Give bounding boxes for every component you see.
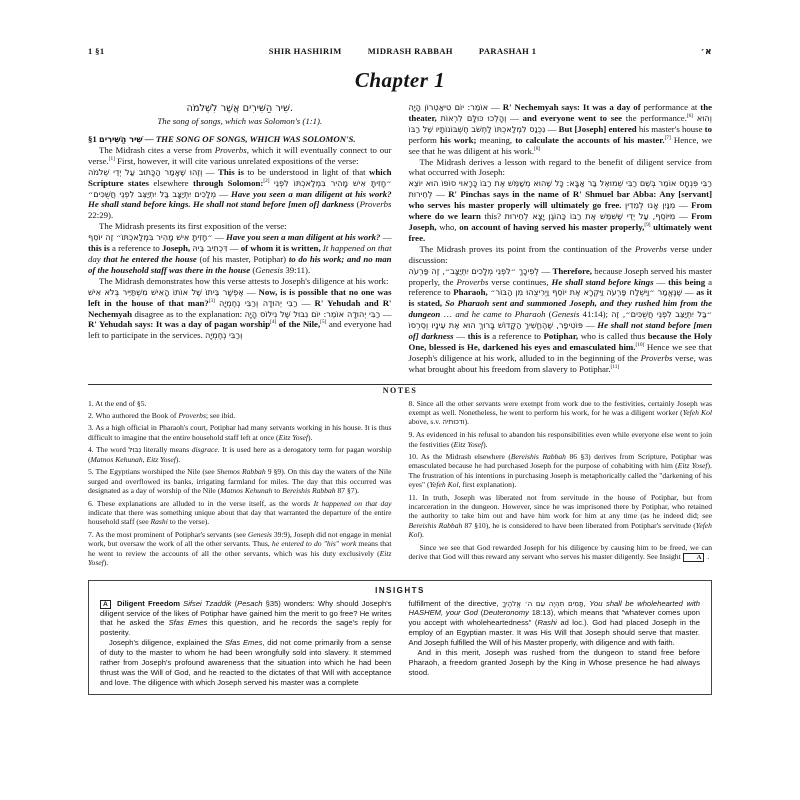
chapter-title: Chapter 1: [354, 68, 446, 92]
notes-left-column: [88, 399, 392, 571]
note: 8. Since all the other servants were exempt from work due to the festivities, certainly Joseph was exempt as well. Nonetheless, he went to perform his work, for he was a diligent worker (Yefeh Kol above, s.v. ודכותיה).: [408, 398, 713, 427]
note: 6. These explanations are alluded to in the verse itself, as the words It happened on that day indicate that there was something unique about that day that warranted the departure of the entire household staff (see Rashi to the verse).: [88, 498, 392, 527]
paragraph: The Midrash proves its point from the continuation of the Proverbs verse under discussion:: [408, 243, 713, 265]
paragraph: ״חָזִיתָ אִישׁ מָהִיר בִּמְלַאכְתּוֹ״ זֶה יוֹסֵף — Have you seen a man diligent at his work? — this is a reference to Joseph, דִּכְתִיב בֵּיהּ — of whom it is written, It happened on that day that he entered the house (of his master, Potiphar) to do his work; and no man of the household staff was there in the house (Genesis 39:11).: [88, 232, 392, 275]
running-head-parashah: PARASHAH 1: [478, 46, 537, 56]
paragraph: The Midrash derives a lesson with regard to the benefit of diligent service from what occurred with Joseph:: [408, 156, 712, 178]
paragraph: The Midrash demonstrates how this verse attests to Joseph's diligence at his work:: [99, 275, 389, 286]
main-right-column: [409, 102, 713, 375]
running-head-title: [256, 46, 550, 56]
notes-right-column: [409, 399, 713, 571]
paragraph: The Midrash presents its first exposition of the verse:: [99, 221, 287, 232]
insights-box: [88, 580, 712, 696]
paragraph: וְזֶהוּ שֶׁאָמַר הַכָּתוּב עַל יְדֵי שְׁלֹמֹה — This is to be understood in light of that which Scripture states elsewhere through Solomon:[2] ״חָזִיתָ אִישׁ מָהִיר בִּמְלַאכְתּוֹ לִפְנֵי מְלָכִים יִתְיַצָּב בַּל יִתְיַצֵּב לִפְנֵי חֲשֻׁכִּים״ — Have you seen a man diligent at his work? He shall stand before kings. He shall not stand before [men of] darkness (Proverbs 22:29).: [88, 166, 392, 221]
note: 3. As a high official in Pharaoh's court, Potiphar had many servants working in his house. It is thus difficult to imagine that the entire household staff left at once (Eitz Yosef).: [88, 423, 392, 442]
notes-heading: NOTES: [382, 385, 418, 395]
running-head-book: SHIR HASHIRIM: [268, 46, 342, 56]
running-head-work: MIDRASH RABBAH: [367, 46, 453, 56]
verse-translation: The song of songs, which was Solomon's (1:1).: [157, 116, 323, 127]
note: 1. At the end of §5.: [88, 398, 147, 408]
notes-section: [88, 399, 712, 571]
folio-hebrew-right: א׳: [700, 47, 712, 57]
paragraph: רַבִּי פִּנְחָס אוֹמֵר בְּשֵׁם רַבִּי שְׁמוּאֵל בַּר אַבָּא: כָּל שֶׁהוּא מְשַׁמֵּשׁ אֶת רַבּוֹ כָּרָאוּי סוֹפוֹ הוּא יוֹצֵא לְחֵירוּת — R' Pinchas says in the name of R' Shmuel bar Abba: Any [servant] who serves his master properly will ultimately go free. מִנַּיִן אָנוּ לְמֵדִין — From where do we learn this? מִיּוֹסֵף, עַל יְדֵי שֶׁשִּׁמֵּשׁ אֶת רַבּוֹ כַּהוֹגֶן יָצָא לְחֵירוּת — From Joseph, who, on account of having served his master properly,[9] ultimately went free.: [408, 178, 713, 243]
note: 10. As the Midrash elsewhere (Bereishis Rabbah 86 §3) derives from Scripture, Potiphar was emasculated because he had purchased Joseph for the purpose of cohabiting with him (Eitz Yosef). The frustration of his intentions in purchasing Joseph is metaphorically called the "darkening of his eyes" (Yefeh Kol, first explanation).: [408, 452, 712, 490]
paragraph: אוֹמֵר: יוֹם טִיאַטְרוֹן הָיָה — R' Nechemyah says: It was a day of performance at the theater, וְהָלְכוּ כּוּלָּם לִרְאוֹת — and everyone went to see the performance.[6] וְהוּא נִכְנַס לִמְלַאכְתּוֹ לַחְשֹׁב חֶשְׁבּוֹנוֹתָיו שֶׁל רַבּוֹ — But [Joseph] entered his master's house to perform his work; meaning, to calculate the accounts of his master.[7] Hence, we see that he was diligent at his work.[8]: [408, 102, 712, 156]
note: 7. As the most prominent of Potiphar's servants (see Genesis 39:9), Joseph did not engage in menial work, but oversaw the work of all the other servants. Thus, he entered to do "his" work means that he went to review the accounts of all the other servants, which was his duty exclusively (Eitz Yosef).: [88, 529, 392, 568]
folio-section-left: 1 §1: [88, 46, 105, 56]
paragraph: The Midrash cites a verse from Proverbs, which it will eventually connect to our verse.[1] First, however, it will cite various unrelated expositions of the verse:: [88, 144, 392, 166]
main-left-column: [88, 102, 392, 375]
running-head: [88, 46, 712, 57]
note: 11. In truth, Joseph was liberated not from servitude in the house of Potiphar, but from incarceration in the dungeon. However, since he was imprisoned there by Potiphar, who retained the authority to take him out and have him work for him at any time (as he indeed did; see Bereishis Rabbah 87 §10), he is considered to have been liberated from Potiphar's servitude (Yefeh Kol).: [408, 492, 712, 540]
notes-divider: [88, 384, 712, 385]
main-text: [88, 102, 712, 375]
insights-right-column: [409, 599, 701, 688]
note: 4. The word נִבּוּל literally means disgrace. It is used here as a derogatory term for pagan worship (Matnos Kehunah, Eitz Yosef).: [88, 445, 392, 465]
insight-paragraph: Joseph's diligence, explained the Sfas Emes, did not come primarily from a sense of duty to the master to whom he had been wrongfully sold into slavery. It stemmed rather from Joseph's profound awareness that the situation into which he had been thrust was the Will of God, and he reacted to the dictates of that Will with acceptance and love. The diligence with which Joseph served his master was a complete: [100, 638, 392, 687]
verse-hebrew: שִׁיר הַשִּׁירִים אֲשֶׁר לִשְׁלֹמֹה.: [186, 103, 294, 114]
note: Since we see that God rewarded Joseph for his diligence by causing him to be freed, we can derive that God will thus reward any servant who serves his master diligently. See Insight A .: [408, 542, 712, 562]
insight-paragraph: And in this merit, Joseph was rushed from the dungeon to stand free before Pharaoh, a freedom granted Joseph by the King in Whose presence he had always stood.: [408, 647, 700, 677]
insight-paragraph: fulfillment of the directive, תָּמִים תִּהְיֶה עִם ה׳ אֱלֹהֶיךָ, You shall be wholehearted with HASHEM, your God (Deuteronomy 18:13), which means that "whatever comes upon you accept with wholeheartedness" (Rashi ad loc.). God had placed Joseph in the employ of an Egyptian master. It was His Will that Joseph should serve that master. And Joseph fulfilled the Will of his Master properly, with diligence and with faith.: [408, 598, 701, 647]
insights-left-column: [100, 599, 392, 688]
paragraph: לְפִיכָךְ ״לִפְנֵי מְלָכִים יִתְיַצָּב״, זֶה פַּרְעֹה — Therefore, because Joseph served his master properly, the Proverbs verse continues, He shall stand before kings — this being a reference to Pharaoh, שֶׁנֶּאֱמַר ״וַיִּשְׁלַח פַּרְעֹה וַיִּקְרָא אֶת יוֹסֵף וַיְרִיצֻהוּ מִן הַבּוֹר״ — as it is stated, So Pharaoh sent and summoned Joseph, and they rushed him from the dungeon … and he came to Pharaoh (Genesis 41:14); ״בַּל יִתְיַצֵּב לִפְנֵי חֲשֻׁכִּים״, זֶה פּוֹטִיפַר, שֶׁהֶחֱשִׁיךְ הַקָּדוֹשׁ בָּרוּךְ הוּא אֶת עֵינָיו וְסֵרְסוֹ — He shall not stand before [men of] darkness — this is a reference to Potiphar, who is called thus because the Holy One, blessed is He, darkened his eyes and emasculated him.[10] Hence we see that Joseph's diligence at his work, alluded to in the beginning of the Proverbs verse, was what brought about his freedom from slavery to Potiphar.[11]: [408, 265, 713, 374]
note: 5. The Egyptians worshiped the Nile (see Shemos Rabbah 9 §9). On this day the waters of the Nile surged and overflowed its banks, irrigating farmland for miles. The day that this occurred was designated as a day of worship of the Nile (Matnos Kehunah to Bereishis Rabbah 87 §7).: [88, 467, 392, 496]
note: 9. As evidenced in his refusal to abandon his responsibilities even while everyone else went to join the festivities (Eitz Yosef).: [408, 430, 712, 449]
insight-paragraph: A Diligent Freedom Sifsei Tzaddik (Pesach §35) wonders: Why should Joseph's diligent service of the likes of Potiphar have gained him the merit to go free? He writes that he asked the Sfas Emes this question, and he records the sage's reply for posterity.: [100, 598, 392, 638]
insights-heading: INSIGHTS: [375, 585, 425, 595]
section-heading: §1 שִׁיר הַשִּׁירִים — THE SONG OF SONGS, WHICH WAS SOLOMON'S.: [88, 134, 356, 145]
note: 2. Who authored the Book of Proverbs; see ibid.: [88, 411, 236, 421]
insights-section: [100, 599, 700, 688]
paragraph: אֶפְשָׁר בֵּיתוֹ שֶׁל אוֹתוֹ הָאִישׁ מִשְׁתַּיֵּיר בְּלֹא אִישׁ — Now, is is possible that no one was left in the house of that man?[3] רַבִּי יְהוּדָה וְרַבִּי נְחֶמְיָה — R' Yehudah and R' Nechemyah disagree as to the explanation: רַבִּי יְהוּדָה אוֹמֵר: יוֹם נִבּוּל שֶׁל נִילוֹס הָיָה — R' Yehudah says: It was a day of pagan worship[4] of the Nile,[5] and everyone had left to participate in the services. וְרַבִּי נְחֶמְיָה: [88, 286, 392, 341]
